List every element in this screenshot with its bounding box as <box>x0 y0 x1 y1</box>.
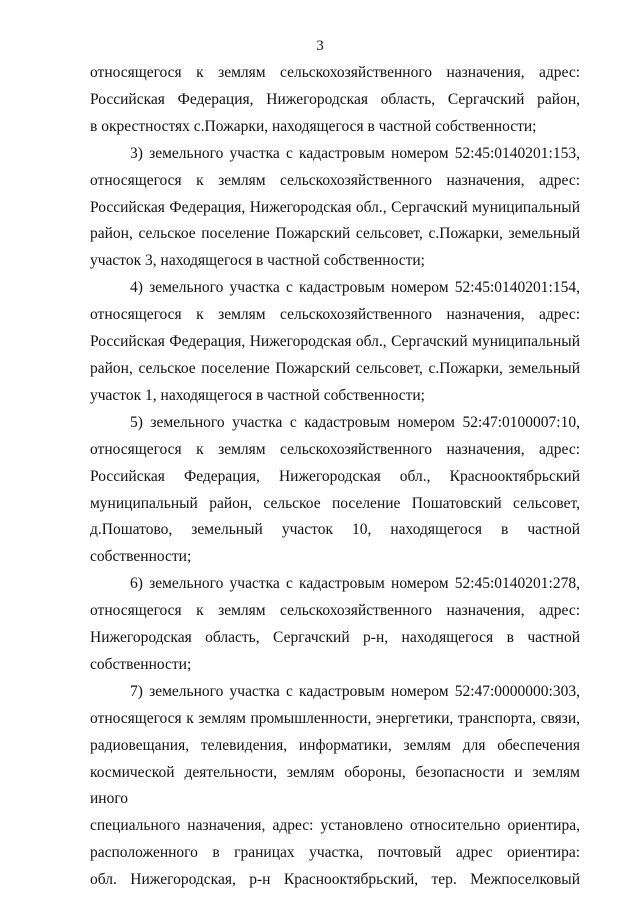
text-line: Российская Федерация, Нижегородская обл., Сергачский муниципальный <box>90 198 580 216</box>
text-line: Российская Федерация, Нижегородская обл., Краснооктябрьский <box>90 467 580 485</box>
page-number: 3 <box>316 38 324 54</box>
text-line: расположенного в границах участка, почтовый адрес ориентира: <box>90 844 580 862</box>
text-line: 7) земельного участка с кадастровым номером 52:47:0000000:303, <box>130 682 580 700</box>
text-line: собственности; <box>90 655 192 673</box>
paragraph-item-4 <box>90 275 580 410</box>
text-line: в окрестностях с.Пожарки, находящегося в частной собственности; <box>90 117 537 135</box>
paragraph-item-5 <box>90 410 580 571</box>
text-line: относящегося к землям сельскохозяйственного назначения, адрес: <box>90 306 580 324</box>
text-line: обл. Нижегородская, р-н Краснооктябрьский, тер. Межпоселковый <box>90 871 580 889</box>
text-line: относящегося к землям сельскохозяйственного назначения, адрес: <box>90 64 580 81</box>
text-line: 5) земельного участка с кадастровым номером 52:47:0100007:10, <box>130 413 580 431</box>
text-line: Российская Федерация, Нижегородская область, Сергачский район, <box>90 90 580 108</box>
text-line: относящегося к землям промышленности, энергетики, транспорта, связи, <box>90 709 580 727</box>
text-line: Нижегородская область, Сергачский р-н, находящегося в частной <box>90 629 580 647</box>
text-line: относящегося к землям сельскохозяйственного назначения, адрес: <box>90 602 580 620</box>
text-line: космической деятельности, землям обороны, безопасности и землям иного <box>90 763 580 808</box>
text-line: участок 1, находящегося в частной собственности; <box>90 386 425 404</box>
text-line: район, сельское поселение Пожарский сельсовет, с.Пожарки, земельный <box>90 359 580 377</box>
text-line: д.Пошатово, земельный участок 10, находящегося в частной <box>90 521 580 539</box>
text-line: участок 3, находящегося в частной собственности; <box>90 252 425 270</box>
text-line: специального назначения, адрес: установлено относительно ориентира, <box>90 817 580 835</box>
text-line: район, сельское поселение Пожарский сельсовет, с.Пожарки, земельный <box>90 225 580 243</box>
text-line: Российская Федерация, Нижегородская обл., Сергачский муниципальный <box>90 333 580 351</box>
paragraph-item-6 <box>90 571 580 679</box>
text-line: 4) земельного участка с кадастровым номером 52:45:0140201:154, <box>130 279 580 297</box>
text-line: радиовещания, телевидения, информатики, землям для обеспечения <box>90 736 580 754</box>
text-line: 6) земельного участка с кадастровым номером 52:45:0140201:278, <box>130 575 580 593</box>
text-line: 3) земельного участка с кадастровым номером 52:45:0140201:153, <box>130 144 580 162</box>
paragraph-continuation <box>90 60 580 141</box>
paragraph-item-3 <box>90 141 580 276</box>
text-line: относящегося к землям сельскохозяйственного назначения, адрес: <box>90 440 580 458</box>
text-line: собственности; <box>90 548 192 566</box>
document-body <box>90 60 580 894</box>
text-line: относящегося к землям сельскохозяйственного назначения, адрес: <box>90 171 580 189</box>
paragraph-item-7 <box>90 679 580 894</box>
text-line: муниципальный район, сельское поселение Пошатовский сельсовет, <box>90 494 580 512</box>
